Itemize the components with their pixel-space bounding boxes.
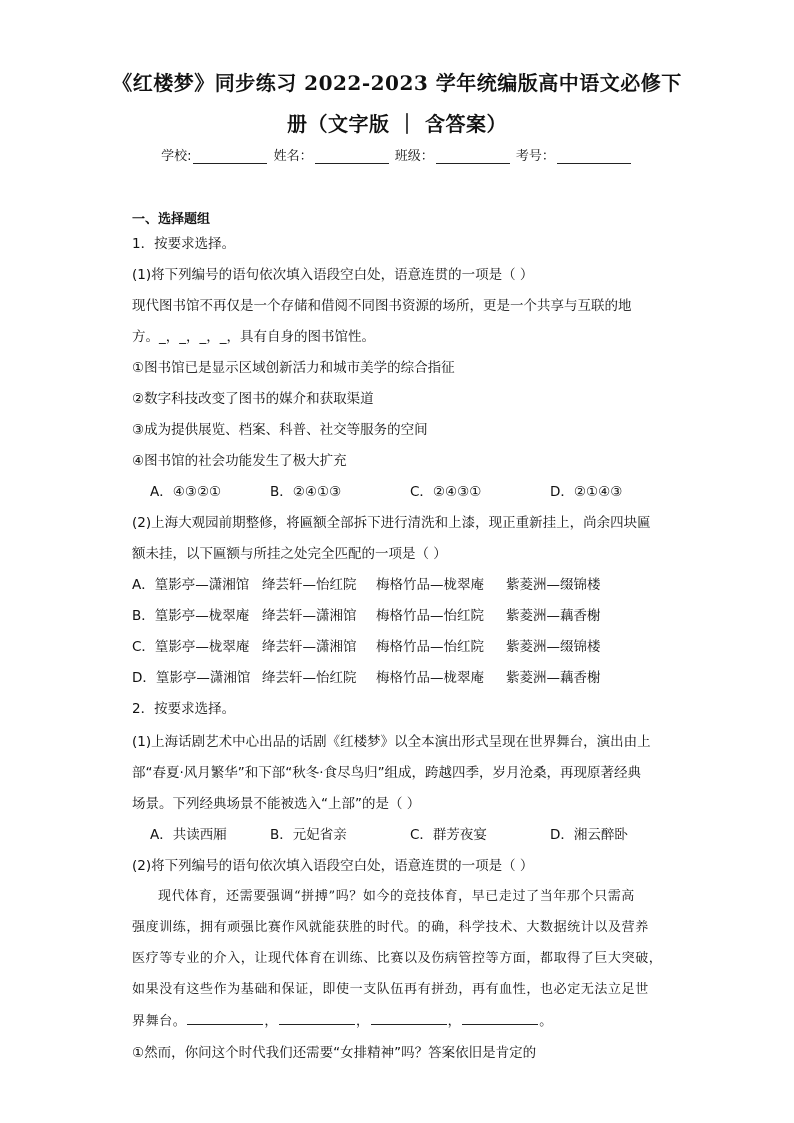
blank-end: 。 [539, 1014, 553, 1029]
pair-2: 绛芸轩—怡红院 [262, 577, 357, 593]
option-d[interactable]: D．②①④③ [550, 484, 623, 500]
passage-line5-text: 界舞台。 [132, 1014, 187, 1029]
pair-4: 紫菱洲—缀锦楼 [506, 639, 601, 655]
q1-sub1-item1: ①图书馆已是显示区域创新活力和城市美学的综合指征 [132, 360, 455, 376]
pair-4: 紫菱洲—藕香榭 [506, 670, 601, 686]
q2-sub1-stem-line3: 场景。下列经典场景不能被选入“上部”的是（ ） [132, 796, 421, 812]
fill-blank-3[interactable] [371, 1012, 447, 1025]
pair-1: A．篁影亭—潇湘馆 [132, 577, 250, 593]
document-title-line2: 册（文字版 ｜ 含答案） [287, 112, 507, 136]
q2-sub2-passage-line4: 如果没有这些作为基础和保证，即使一支队伍再有拼劲，再有血性，也必定无法立足世 [132, 982, 649, 997]
class-label: 班级： [394, 149, 434, 164]
pair-2: 绛芸轩—潇湘馆 [262, 639, 357, 655]
pair-3: 梅格竹品—栊翠庵 [376, 670, 484, 686]
blank-separator: ， [447, 1014, 462, 1029]
q1-sub2-option-b[interactable] [132, 607, 601, 625]
q1-sub1-item3: ③成为提供展览、档案、科普、社交等服务的空间 [132, 422, 428, 438]
q1-sub2-option-c[interactable] [132, 638, 601, 656]
q2-sub2-passage-line5 [132, 1012, 553, 1031]
q2-sub1-stem-line2: 部“春夏·风月繁华”和下部“秋冬·食尽鸟归”组成，跨越四季，岁月沧桑，再现原著经典 [132, 765, 642, 781]
q1-sub2-stem-line1: (2)上海大观园前期整修，将匾额全部拆下进行清洗和上漆，现正重新挂上，尚余四块匾 [132, 515, 651, 531]
number-label: 考号： [515, 149, 555, 164]
pair-2: 绛芸轩—怡红院 [262, 670, 357, 686]
pair-3: 梅格竹品—栊翠庵 [376, 577, 484, 593]
option-b[interactable]: B．元妃省亲 [270, 827, 347, 843]
pair-1: B．篁影亭—栊翠庵 [132, 608, 250, 624]
q2-sub2-item1: ①然而，你问这个时代我们还需要“女排精神”吗？答案依旧是肯定的 [132, 1045, 537, 1061]
option-b[interactable]: B．②④①③ [270, 484, 342, 500]
q2-stem: 2．按要求选择。 [132, 701, 236, 717]
q2-sub2-stem: (2)将下列编号的语句依次填入语段空白处，语意连贯的一项是（ ） [132, 858, 534, 874]
pair-1: D．篁影亭—潇湘馆 [132, 670, 251, 686]
fill-blank-2[interactable] [279, 1012, 355, 1025]
q1-sub2-option-d[interactable] [132, 669, 601, 687]
document-title-line1: 《红楼梦》同步练习 2022-2023 学年统编版高中语文必修下 [112, 71, 682, 95]
option-c[interactable]: C．②④③① [410, 484, 482, 500]
blank-separator: ， [264, 1014, 279, 1029]
student-info-row [0, 145, 794, 164]
number-blank[interactable] [557, 149, 631, 164]
pair-3: 梅格竹品—怡红院 [376, 608, 484, 624]
pair-1: C．篁影亭—栊翠庵 [132, 639, 250, 655]
fill-blank-4[interactable] [462, 1012, 538, 1025]
q1-sub1-options [150, 483, 622, 501]
q1-sub1-stem: (1)将下列编号的语句依次填入语段空白处，语意连贯的一项是（ ） [132, 267, 534, 283]
blank-separator: ， [356, 1014, 370, 1029]
q1-sub1-passage-line1: 现代图书馆不再仅是一个存储和借阅不同图书资源的场所，更是一个共享与互联的地 [132, 298, 632, 314]
school-label: 学校: [161, 149, 192, 164]
q1-sub1-item4: ④图书馆的社会功能发生了极大扩充 [132, 453, 347, 469]
q1-stem: 1．按要求选择。 [132, 236, 236, 252]
q2-sub2-passage-line3: 医疗等专业的介入，让现代体育在训练、比赛以及伤病管控等方面，都取得了巨大突破， [132, 951, 663, 966]
fill-blank-1[interactable] [187, 1012, 263, 1025]
pair-3: 梅格竹品—怡红院 [376, 639, 484, 655]
name-blank[interactable] [315, 149, 389, 164]
pair-4: 紫菱洲—藕香榭 [506, 608, 601, 624]
q2-sub1-options [150, 826, 628, 844]
section-title: 一、选择题组 [132, 212, 211, 227]
q1-sub1-passage-line2: 方。_，_，_，_，具有自身的图书馆性。 [132, 329, 375, 345]
class-blank[interactable] [436, 149, 510, 164]
school-blank[interactable] [193, 149, 267, 164]
option-a[interactable]: A．共读西厢 [150, 827, 227, 843]
q1-sub2-stem-line2: 额未挂，以下匾额与所挂之处完全匹配的一项是（ ） [132, 546, 447, 562]
option-d[interactable]: D．湘云醉卧 [550, 827, 628, 843]
option-c[interactable]: C．群芳夜宴 [410, 827, 487, 843]
pair-4: 紫菱洲—缀锦楼 [506, 577, 601, 593]
name-label: 姓名： [273, 149, 313, 164]
q1-sub2-option-a[interactable] [132, 576, 601, 594]
q1-sub1-item2: ②数字科技改变了图书的媒介和获取渠道 [132, 391, 374, 407]
pair-2: 绛芸轩—潇湘馆 [262, 608, 357, 624]
q2-sub1-stem-line1: (1)上海话剧艺术中心出品的话剧《红楼梦》以全本演出形式呈现在世界舞台，演出由上 [132, 734, 651, 750]
q2-sub2-passage-line2: 强度训练，拥有顽强比赛作风就能获胜的时代。的确，科学技术、大数据统计以及营养 [132, 920, 649, 935]
option-a[interactable]: A．④③②① [150, 484, 222, 500]
q2-sub2-passage-line1: 现代体育，还需要强调“拼搏”吗？如今的竞技体育，早已走过了当年那个只需高 [158, 889, 635, 904]
